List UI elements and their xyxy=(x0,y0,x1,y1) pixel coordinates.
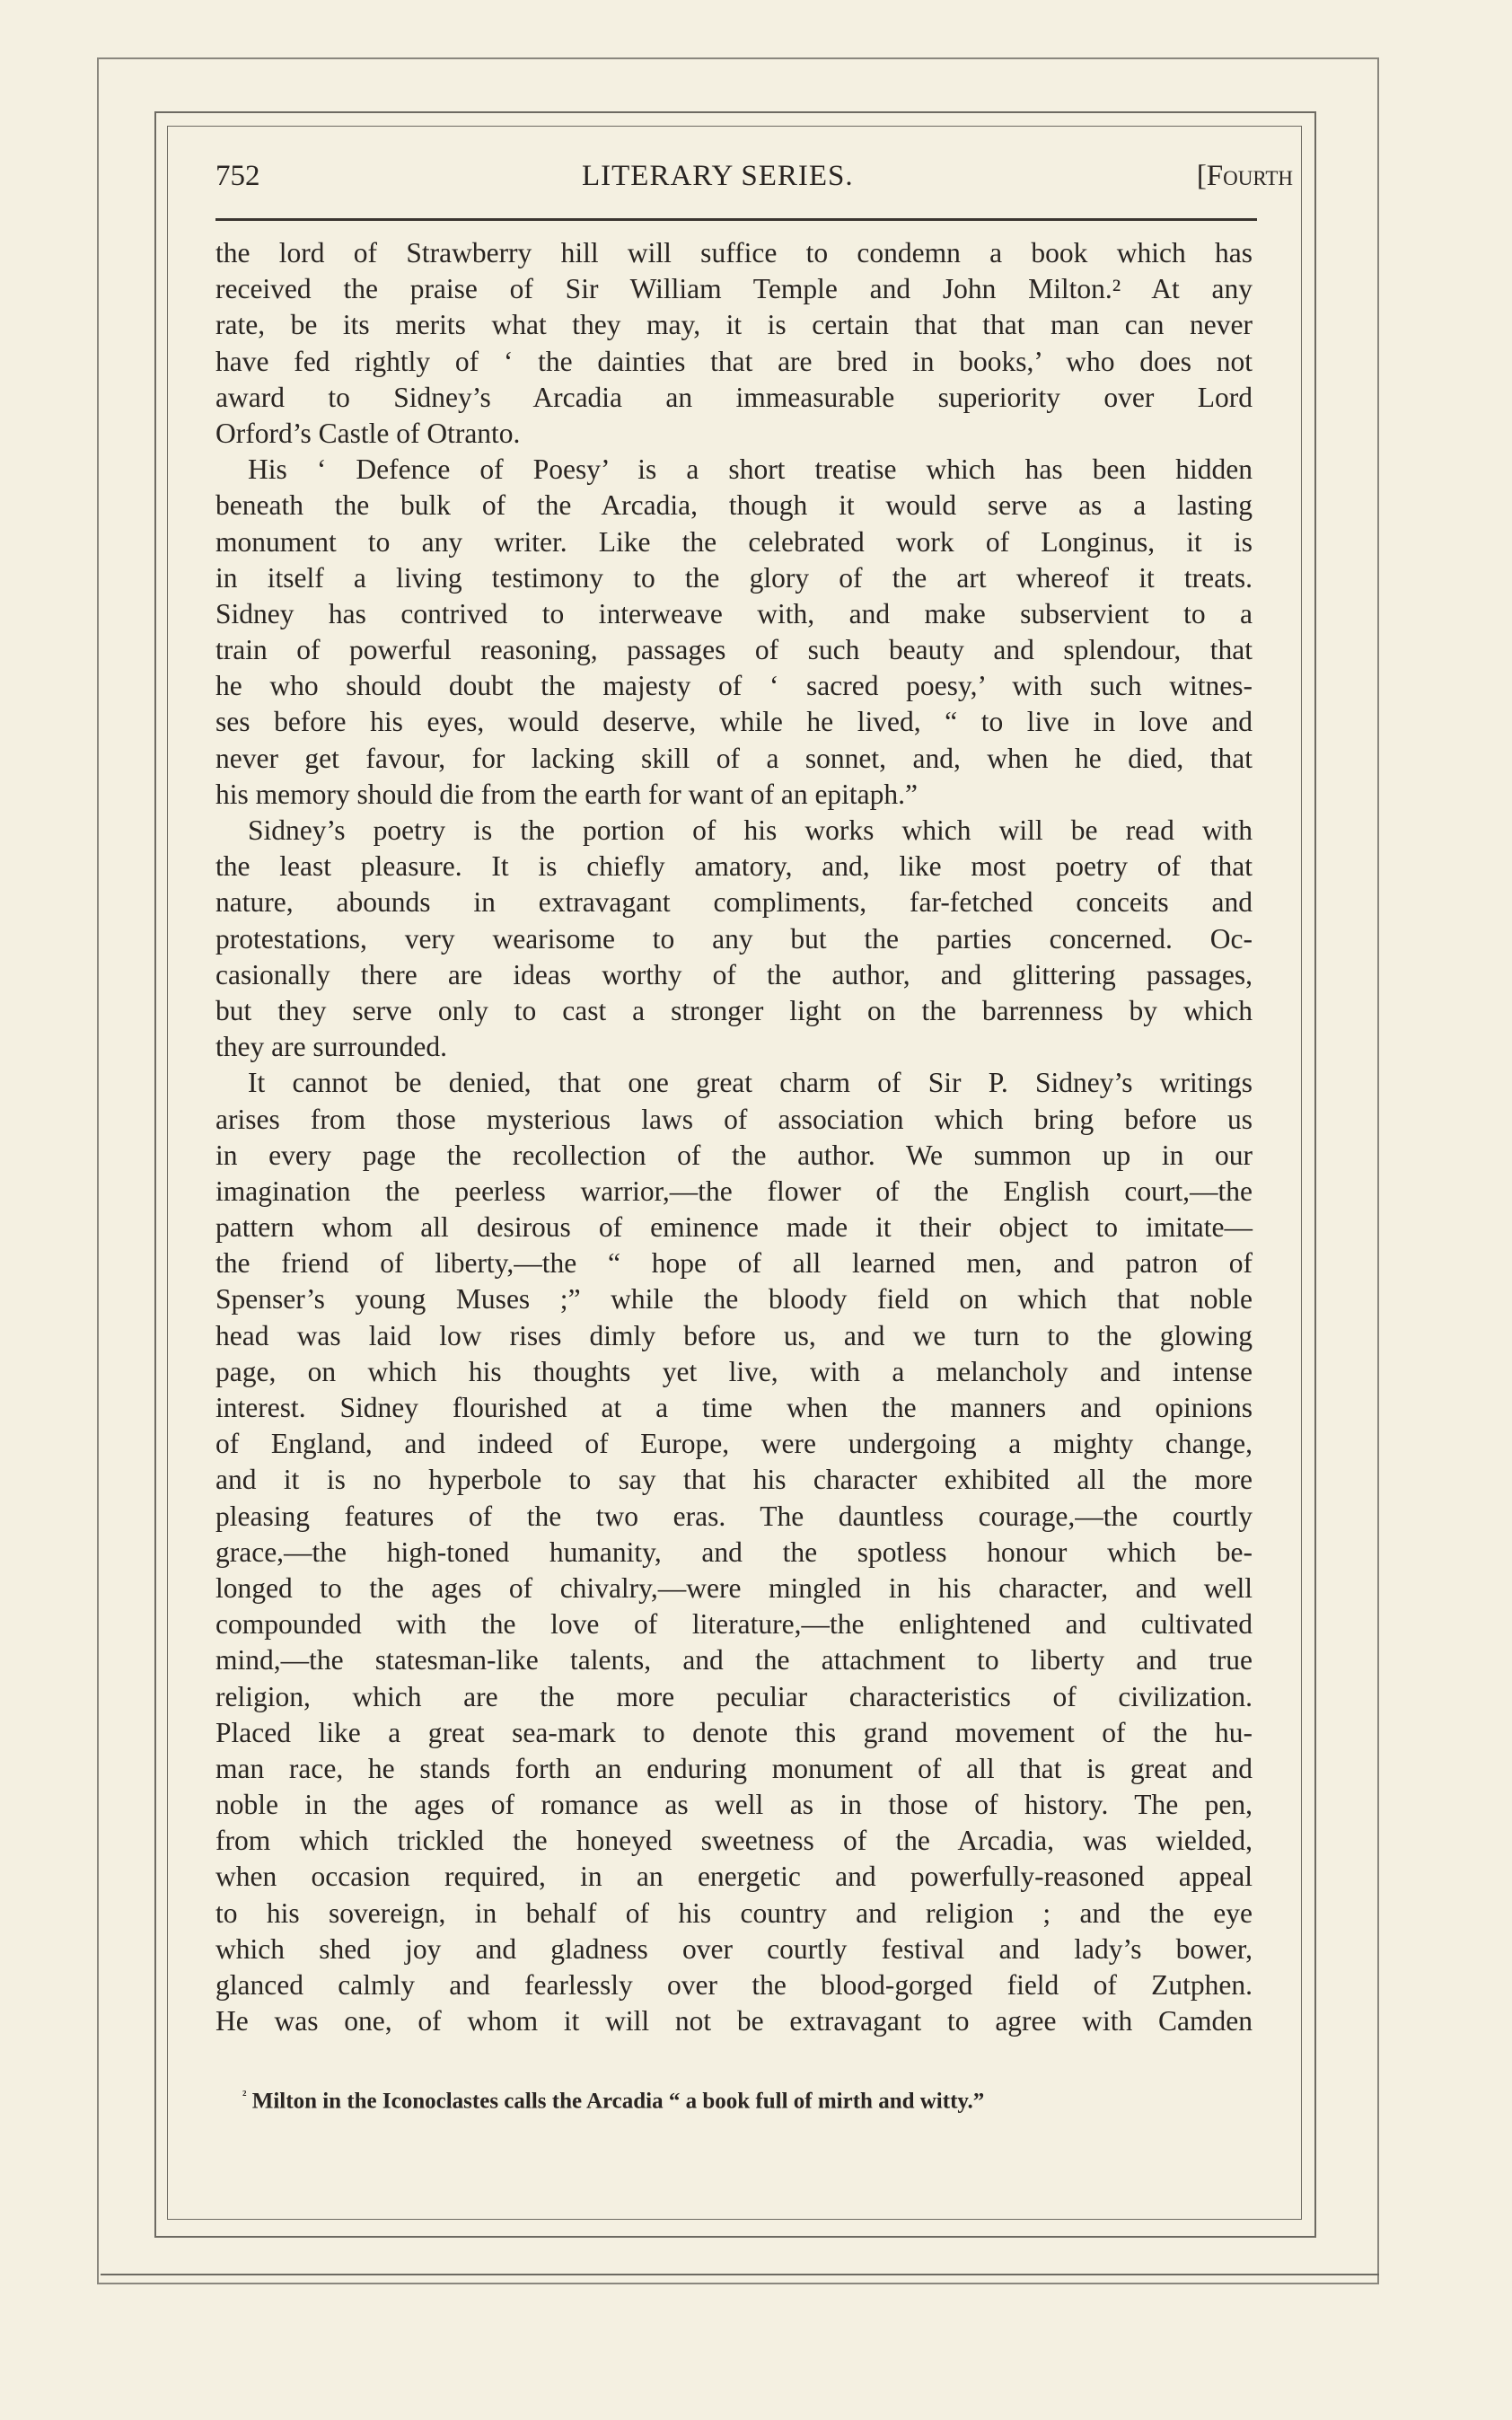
text-line: train of powerful reasoning, passages of such beauty and splendour, that xyxy=(215,634,1253,666)
text-line: in itself a living testimony to the glory of the art whereof it treats. xyxy=(215,561,1253,594)
text-line: His ‘ Defence of Poesy’ is a short treatise which has been hidden xyxy=(248,453,1253,486)
text-line: the least pleasure. It is chiefly amatory, and, like most poetry of that xyxy=(215,850,1253,883)
body-text xyxy=(215,235,1253,2039)
text-line: imagination the peerless warrior,—the flower of the English court,—the xyxy=(215,1175,1253,1207)
text-line: Spenser’s young Muses ;” while the bloody field on which that noble xyxy=(215,1283,1253,1316)
text-line: It cannot be denied, that one great charm of Sir P. Sidney’s writings xyxy=(248,1067,1253,1099)
footnote-marker: ² xyxy=(242,2089,247,2103)
text-line: when occasion required, in an energetic and powerfully-reasoned appeal xyxy=(215,1861,1253,1893)
text-line: noble in the ages of romance as well as in those of history. The pen, xyxy=(215,1789,1253,1821)
text-line: in every page the recollection of the author. We summon up in our xyxy=(215,1139,1253,1171)
text-line: the lord of Strawberry hill will suffice to condemn a book which has xyxy=(215,237,1253,268)
text-line: and it is no hyperbole to say that his character exhibited all the more xyxy=(215,1464,1253,1496)
text-line: compounded with the love of literature,—the enlightened and cultivated xyxy=(215,1608,1253,1641)
text-line: he who should doubt the majesty of ‘ sacred poesy,’ with such witnes- xyxy=(215,670,1253,702)
text-line: to his sovereign, in behalf of his country and religion ; and the eye xyxy=(215,1896,1253,1929)
text-line: of England, and indeed of Europe, were undergoing a mighty change, xyxy=(215,1428,1253,1460)
text-line: interest. Sidney flourished at a time when the manners and opinions xyxy=(215,1392,1253,1423)
text-line: arises from those mysterious laws of association which bring before us xyxy=(215,1103,1253,1135)
text-line: glanced calmly and fearlessly over the blood-gorged field of Zutphen. xyxy=(215,1969,1253,2001)
text-line: casionally there are ideas worthy of the author, and glittering passages, xyxy=(215,958,1253,990)
text-line: rate, be its merits what they may, it is certain that that man can never xyxy=(215,309,1253,341)
running-header xyxy=(215,160,1293,205)
text-line: Placed like a great sea-mark to denote this grand movement of the hu- xyxy=(215,1716,1253,1748)
text-line: He was one, of whom it will not be extravagant to agree with Camden xyxy=(215,2005,1253,2037)
text-line: have fed rightly of ‘ the dainties that are bred in books,’ who does not xyxy=(215,345,1253,377)
text-line: protestations, very wearisome to any but the parties concerned. Oc- xyxy=(215,922,1253,955)
text-line: received the praise of Sir William Temple and John Milton.² At any xyxy=(215,273,1253,305)
bottom-rule xyxy=(101,2274,1379,2275)
text-line: man race, he stands forth an enduring monument of all that is great and xyxy=(215,1752,1253,1784)
text-line: grace,—the high-toned humanity, and the spotless honour which be- xyxy=(215,1536,1253,1568)
text-line: from which trickled the honeyed sweetness of the Arcadia, was wielded, xyxy=(215,1825,1253,1857)
text-line: beneath the bulk of the Arcadia, though it would serve as a lasting xyxy=(215,489,1253,522)
text-line: ses before his eyes, would deserve, while he lived, “ to live in love and xyxy=(215,706,1253,738)
footnote xyxy=(242,2089,984,2114)
text-line: his memory should die from the earth for want of an epitaph.” xyxy=(215,778,919,810)
text-line: they are surrounded. xyxy=(215,1031,448,1063)
text-line: but they serve only to cast a stronger light on the barrenness by which xyxy=(215,994,1253,1026)
text-line: mind,—the statesman-like talents, and the attachment to liberty and true xyxy=(215,1644,1253,1676)
text-line: award to Sidney’s Arcadia an immeasurable superiority over Lord xyxy=(215,381,1253,413)
text-line: the friend of liberty,—the “ hope of all learned men, and patron of xyxy=(215,1247,1253,1280)
text-line: never get favour, for lacking skill of a sonnet, and, when he died, that xyxy=(215,742,1253,774)
section-label: [Fourth xyxy=(1196,160,1293,192)
text-line: Sidney’s poetry is the portion of his works which will be read with xyxy=(248,814,1253,846)
running-title: LITERARY SERIES. xyxy=(582,160,854,192)
text-line: page, on which his thoughts yet live, with a melancholy and intense xyxy=(215,1355,1253,1387)
text-line: nature, abounds in extravagant compliments, far-fetched conceits and xyxy=(215,886,1253,919)
header-rule xyxy=(215,218,1257,221)
text-line: longed to the ages of chivalry,—were mingled in his character, and well xyxy=(215,1571,1253,1604)
text-line: Orford’s Castle of Otranto. xyxy=(215,417,521,449)
text-line: monument to any writer. Like the celebrated work of Longinus, it is xyxy=(215,525,1253,558)
text-line: pattern whom all desirous of eminence made it their object to imitate— xyxy=(215,1211,1253,1244)
text-line: Sidney has contrived to interweave with, and make subservient to a xyxy=(215,597,1253,629)
page-number: 752 xyxy=(215,160,260,192)
footnote-text: Milton in the Iconoclastes calls the Arcadia “ a book full of mirth and witty.” xyxy=(251,2089,985,2114)
text-line: pleasing features of the two eras. The dauntless courage,—the courtly xyxy=(215,1500,1253,1532)
text-line: which shed joy and gladness over courtly festival and lady’s bower, xyxy=(215,1932,1253,1965)
text-line: head was laid low rises dimly before us, and we turn to the glowing xyxy=(215,1319,1253,1351)
text-line: religion, which are the more peculiar characteristics of civilization. xyxy=(215,1680,1253,1712)
